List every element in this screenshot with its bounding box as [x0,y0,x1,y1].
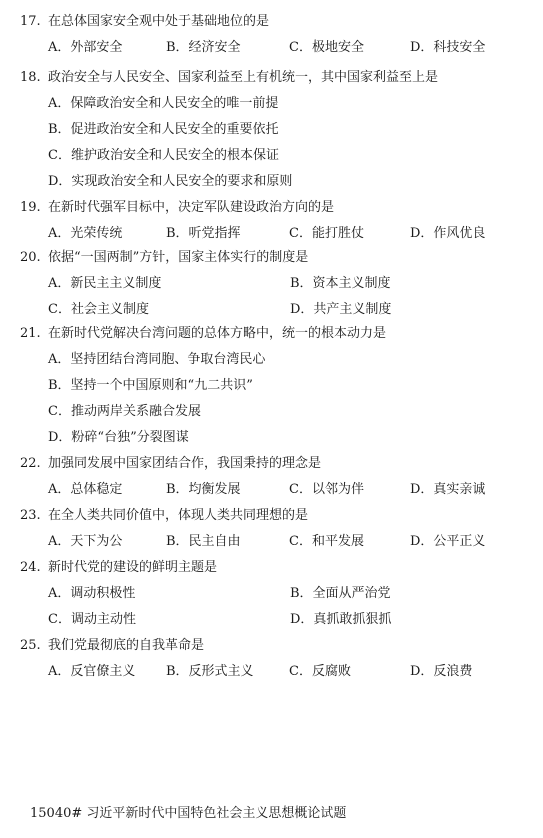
question-stem [20,455,321,473]
question-stem [20,559,217,577]
question-stem [20,199,334,217]
question-number: 21. [20,326,41,341]
question-stem [20,13,269,31]
question-number: 25. [20,638,41,653]
option-b: B．经济安全 [166,40,241,55]
question-number: 17. [20,14,41,29]
option-a: A．总体稳定 [48,482,123,497]
question-number: 19. [20,200,41,215]
question-number: 23. [20,508,41,523]
option-b: B．全面从严治党 [290,586,391,601]
question-stem [20,325,386,343]
option-b: B．反形式主义 [166,664,254,679]
question-number: 22. [20,456,41,471]
question-text: 我们党最彻底的自我革命是 [48,638,205,653]
question-text: 在全人类共同价值中，体现人类共同理想的是 [48,508,309,523]
option-c: C．维护政治安全和人民安全的根本保证 [48,148,279,163]
question-number: 18. [20,70,41,85]
option-d: D．真抓敢抓狠抓 [290,612,392,627]
question-text: 在新时代强军目标中，决定军队建设政治方向的是 [48,200,335,215]
option-d: D．公平正义 [410,534,486,549]
option-b: B．民主自由 [166,534,241,549]
question-stem [20,507,308,525]
option-b: B．均衡发展 [166,482,241,497]
option-a: A．光荣传统 [48,226,123,241]
question-text: 在总体国家安全观中处于基础地位的是 [48,14,270,29]
option-c: C．能打胜仗 [289,226,364,241]
option-d: D．科技安全 [410,40,486,55]
option-a: A．天下为公 [48,534,123,549]
option-c: C．推动两岸关系融合发展 [48,404,201,419]
question-number: 24. [20,560,41,575]
question-stem [20,69,438,87]
option-c: C．以邻为伴 [289,482,364,497]
option-a: A．外部安全 [48,40,123,55]
option-b: B．听党指挥 [166,226,241,241]
option-c: C．调动主动性 [48,612,136,627]
question-stem [20,637,204,655]
option-c: C．社会主义制度 [48,302,149,317]
option-a: A．保障政治安全和人民安全的唯一前提 [48,96,279,111]
option-d: D．共产主义制度 [290,302,392,317]
question-text: 新时代党的建设的鲜明主题是 [48,560,218,575]
option-b: B．坚持一个中国原则和“九二共识” [48,378,253,393]
option-d: D．真实亲诚 [410,482,486,497]
page-footer: 15040# 习近平新时代中国特色社会主义思想概论试题 [30,806,347,821]
option-c: C．和平发展 [289,534,364,549]
option-b: B．促进政治安全和人民安全的重要依托 [48,122,279,137]
option-b: B．资本主义制度 [290,276,391,291]
option-c: C．反腐败 [289,664,351,679]
question-text: 政治安全与人民安全、国家利益至上有机统一，其中国家利益至上是 [48,70,439,85]
option-a: A．坚持团结台湾同胞、争取台湾民心 [48,352,266,367]
option-d: D．作风优良 [410,226,486,241]
option-d: D．反浪费 [410,664,473,679]
question-text: 依据“一国两制”方针，国家主体实行的制度是 [48,250,309,265]
option-c: C．极地安全 [289,40,364,55]
question-text: 在新时代党解决台湾问题的总体方略中，统一的根本动力是 [48,326,387,341]
question-stem [20,249,308,267]
option-d: D．实现政治安全和人民安全的要求和原则 [48,174,293,189]
option-a: A．调动积极性 [48,586,136,601]
option-a: A．反官僚主义 [48,664,136,679]
question-text: 加强同发展中国家团结合作，我国秉持的理念是 [48,456,322,471]
option-d: D．粉碎“台独”分裂图谋 [48,430,189,445]
option-a: A．新民主主义制度 [48,276,162,291]
question-number: 20. [20,250,41,265]
